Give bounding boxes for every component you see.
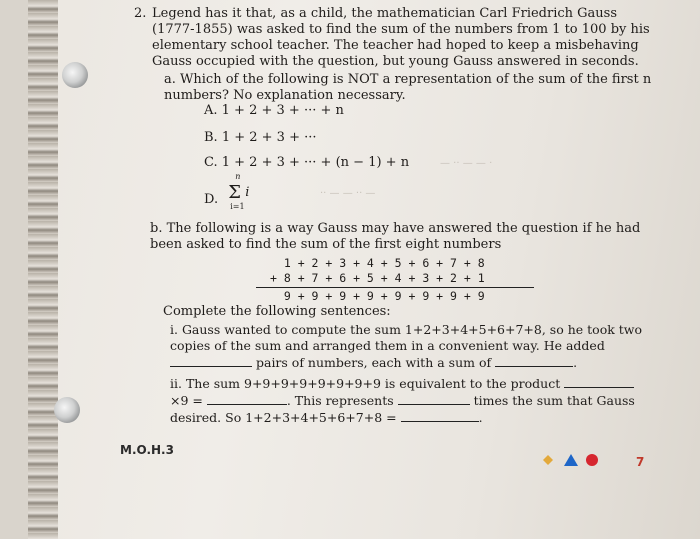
binder-hole-top <box>62 62 88 88</box>
sentence-ii-text-2: . This represents <box>286 393 394 408</box>
bleed-through-text: ·· — — ·· — <box>320 188 376 199</box>
binder-hole-bottom <box>54 397 80 423</box>
sigma-term: i <box>245 185 250 200</box>
sentence-ii: ii. The sum 9+9+9+9+9+9+9+9 is equivalent to the product ×9 = . This represents times the sum that Gauss desired. So 1+2+3+4+5+6+7+8 = . <box>170 376 635 425</box>
page-number: 7 <box>636 455 645 469</box>
choice-b: B. 1 + 2 + 3 + ··· <box>204 130 317 145</box>
spiral-binding <box>28 0 58 539</box>
blank-pairs[interactable] <box>170 354 252 367</box>
blank-multiple[interactable] <box>398 392 470 405</box>
triangle-icon <box>564 454 578 466</box>
sigma-lower: i=1 <box>230 202 245 211</box>
addition-row-2: + 8 + 7 + 6 + 5 + 4 + 3 + 2 + 1 <box>270 271 485 285</box>
addition-rule <box>256 287 534 288</box>
blank-final-sum[interactable] <box>401 409 479 422</box>
question-number: 2. <box>134 6 147 21</box>
sigma-notation <box>226 172 252 211</box>
blank-product-value[interactable] <box>207 392 287 405</box>
difficulty-icons <box>540 452 610 468</box>
question-intro: Legend has it that, as a child, the mathematician Carl Friedrich Gauss (1777-1855) was asked to find the sum of the numbers from 1 to 100 by his elementary school teacher. The teacher had hoped to keep a misbehaving Gauss occupied with the question, but young Gauss answered in seconds. <box>152 6 650 69</box>
question-2 <box>134 6 654 104</box>
blank-pair-sum[interactable] <box>495 354 573 367</box>
sentence-ii-text-3: times the sum that Gauss desired. So <box>170 393 635 425</box>
sentence-ii-text-4: 1+2+3+4+5+6+7+8 = <box>245 410 397 425</box>
sigma-upper: n <box>235 172 241 181</box>
sentence-i-text-2: pairs of numbers, each with a sum of <box>255 355 492 370</box>
complete-instruction: Complete the following sentences: <box>163 304 391 319</box>
circle-icon <box>586 454 598 466</box>
part-b-prompt: b. The following is a way Gauss may have answered the question if he had been asked to find the sum of the first eight numbers <box>150 221 641 252</box>
addition-row-3: 9 + 9 + 9 + 9 + 9 + 9 + 9 + 9 <box>270 289 485 303</box>
addition-table <box>270 256 534 304</box>
sentence-ii-times: ×9 = <box>170 393 203 408</box>
sigma-symbol: Σ <box>228 182 241 203</box>
part-a-prompt: a. Which of the following is NOT a representation of the sum of the first n numbers? No explanation necessary. <box>164 72 652 103</box>
choice-c: C. 1 + 2 + 3 + ··· + (n − 1) + n <box>204 155 410 170</box>
choice-d <box>204 172 252 211</box>
standard-code: M.O.H.3 <box>120 443 174 457</box>
sentence-i-text: i. Gauss wanted to compute the sum 1+2+3+4+5+6+7+8, so he took two copies of the sum and arranged them in a convenient way. He added <box>170 322 643 353</box>
addition-row-1: 1 + 2 + 3 + 4 + 5 + 6 + 7 + 8 <box>270 256 485 270</box>
bleed-through-text: — ·· — — · <box>440 158 493 169</box>
diamond-icon <box>543 455 553 465</box>
choice-a: A. 1 + 2 + 3 + ··· + n <box>204 103 344 118</box>
sentence-ii-text: ii. The sum 9+9+9+9+9+9+9+9 is equivalent to the product <box>170 376 561 391</box>
blank-product[interactable] <box>564 375 634 388</box>
sentence-i: i. Gauss wanted to compute the sum 1+2+3+4+5+6+7+8, so he took two copies of the sum and arranged them in a convenient way. He added pairs of numbers, each with a sum of . <box>170 322 643 370</box>
choice-d-label: D. <box>204 192 219 207</box>
